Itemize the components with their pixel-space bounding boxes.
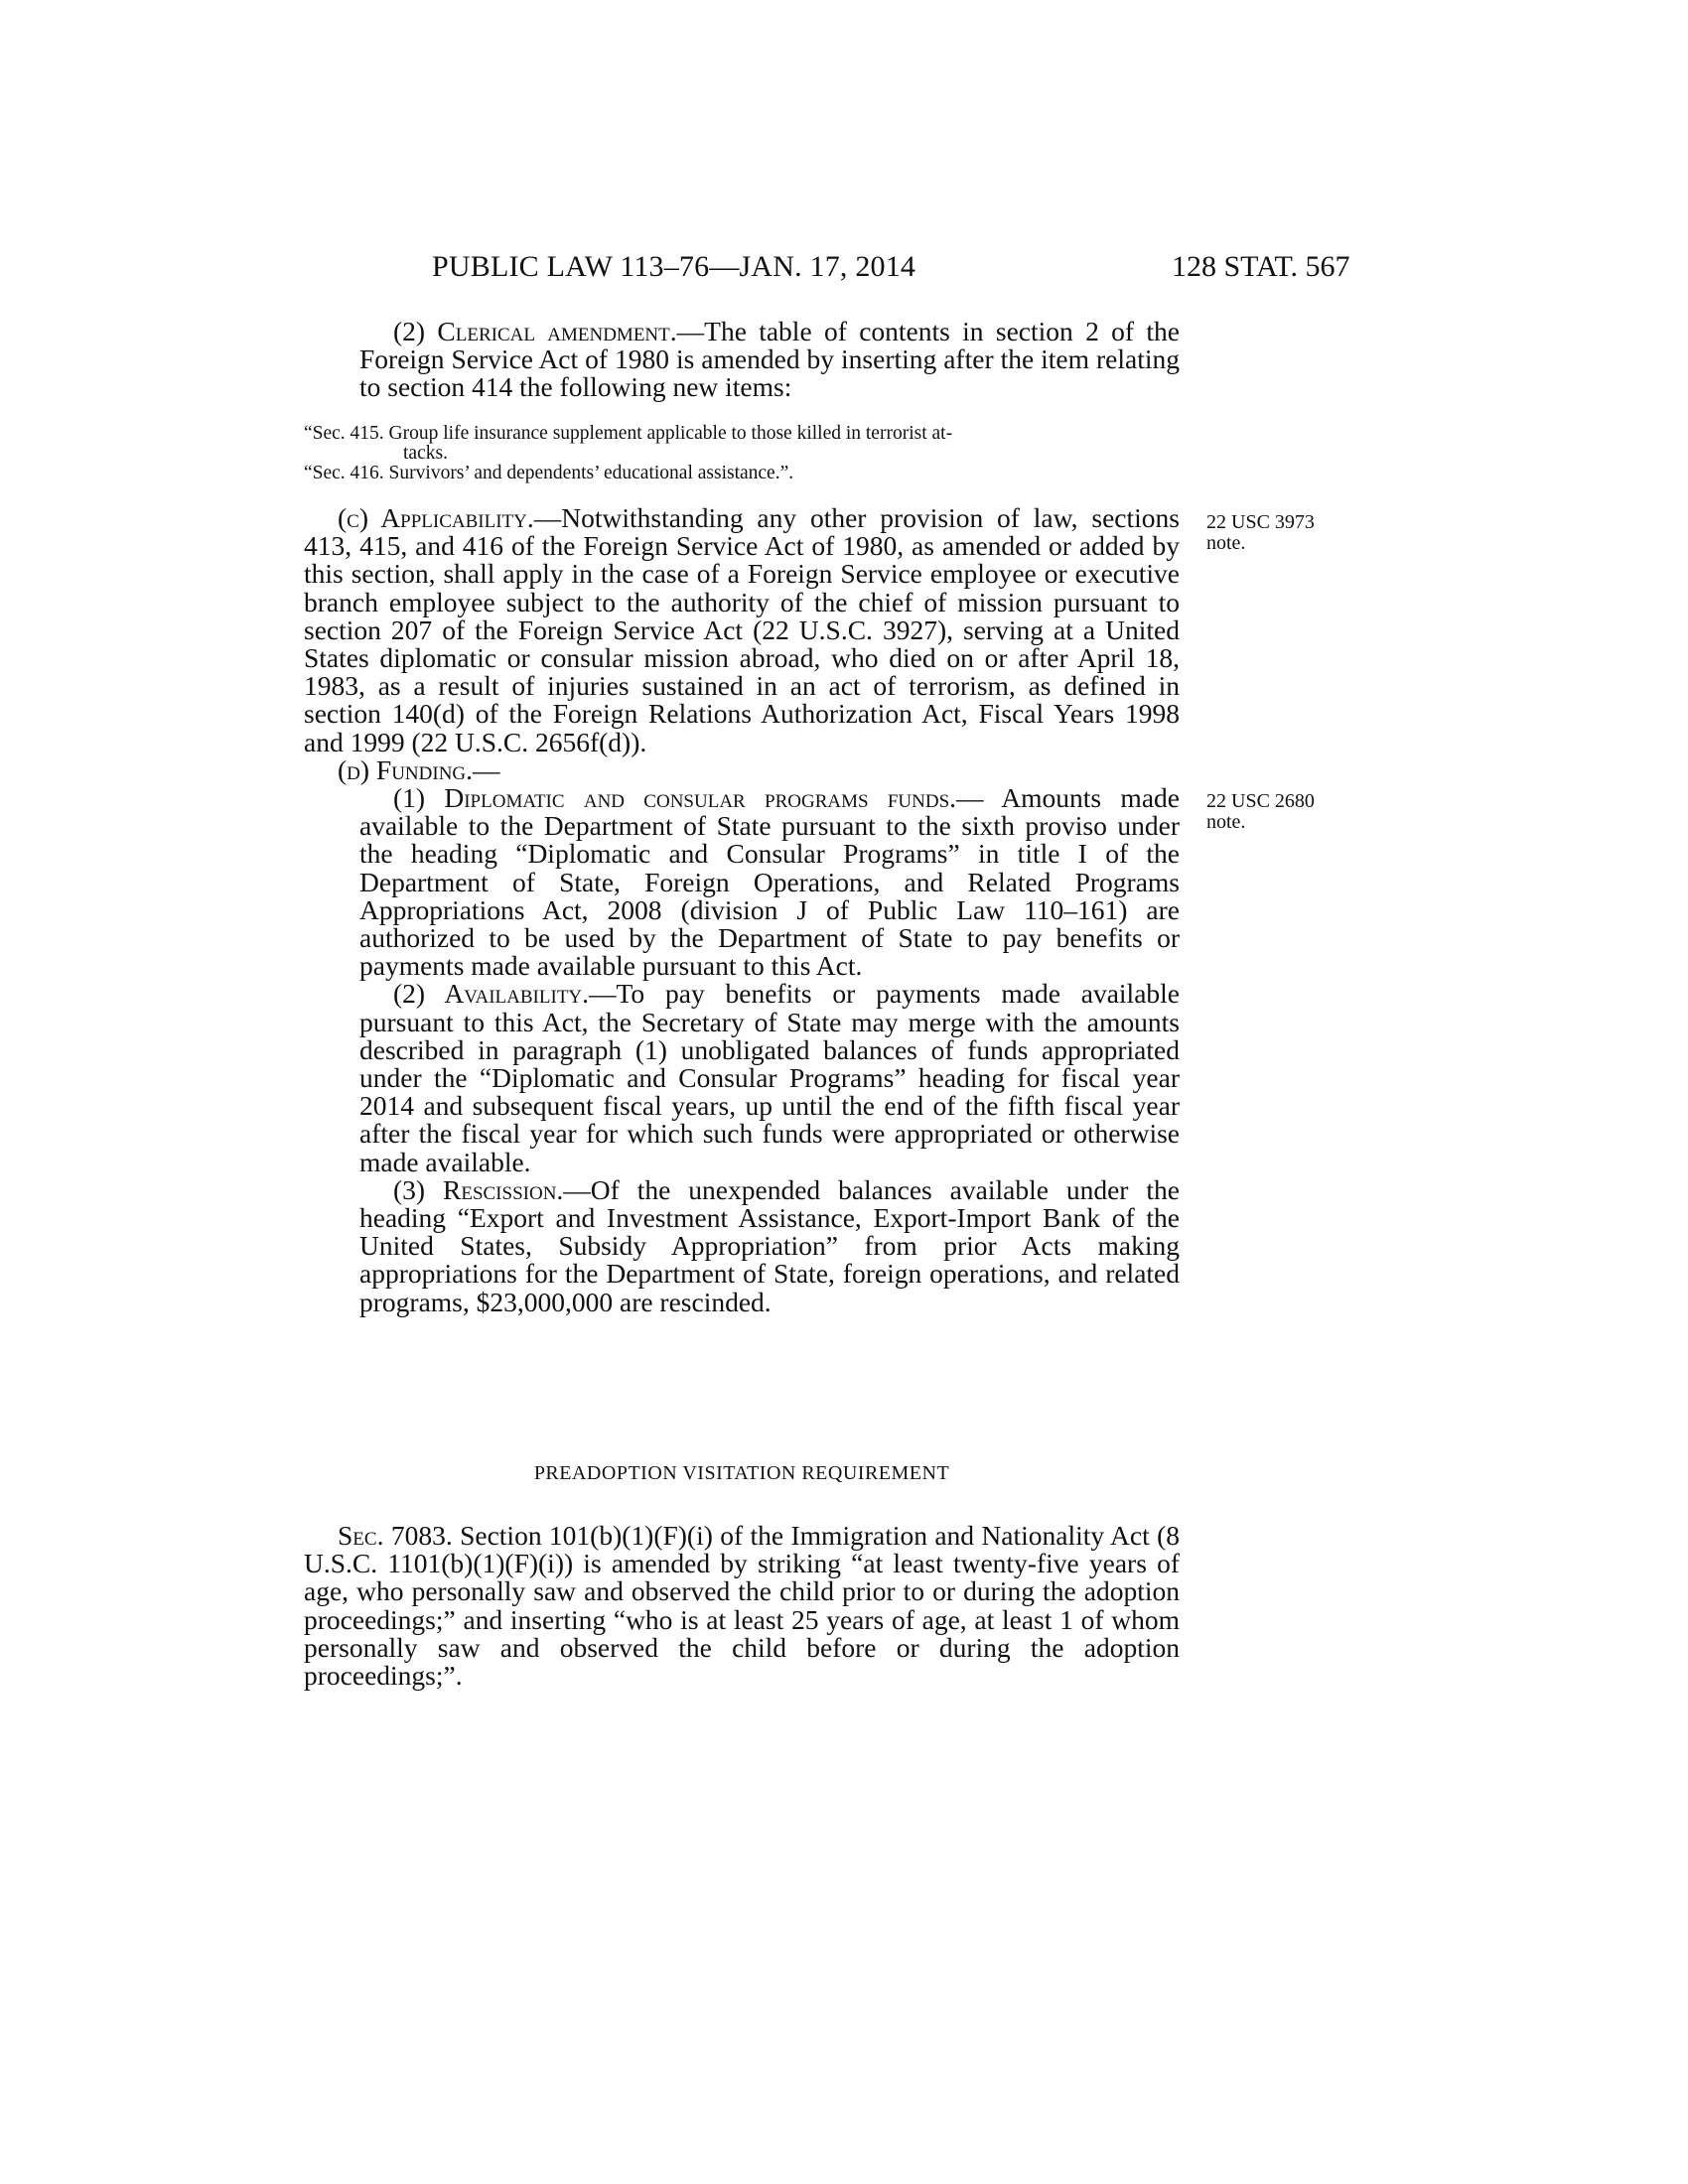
funding-heading <box>304 753 1180 785</box>
applicability-label: (c) Applicability. <box>338 502 534 533</box>
rescission-text: —Of the unexpended balances available under the heading “Export and Investment Assistance, Export-Import Bank of the United States, Subsidy Appropriation” from prior Acts making appropriations for the Department of State, foreign operations, and related programs, $23,000,000 are rescinded. <box>359 1173 1180 1317</box>
toc-item-416: “Sec. 416. Survivors’ and dependents’ educational assistance.”. <box>304 463 794 483</box>
rescission-label: (3) Rescission. <box>393 1173 564 1205</box>
toc-item-415-line1: “Sec. 415. Group life insurance supplement applicable to those killed in terrorist at- <box>304 423 953 444</box>
diplomatic-funds-label: (1) Diplomatic and consular programs funds. <box>393 782 957 814</box>
toc-item-415 <box>304 424 1180 464</box>
funding-label: (d) Funding.— <box>338 753 500 785</box>
clerical-amendment-text: —The table of contents in section 2 of the Foreign Service Act of 1980 is amended by inserting after the item relating to section 414 the following new items: <box>359 316 1180 403</box>
diplomatic-funds-text: — Amounts made available to the Department of State pursuant to the sixth proviso under the heading “Diplomatic and Consular Programs” in title I of the Department of State, Foreign Operations, and Related Programs Appropriations Act, 2008 (division J of Public Law 110–161) are authorized to be used by the Department of State to pay benefits or payments made available pursuant to this Act. <box>359 782 1180 982</box>
availability-label: (2) Availability. <box>393 978 590 1010</box>
section-7083-block <box>304 1522 1180 1690</box>
body-block <box>304 504 1180 1316</box>
margin-note-1-suffix: note. <box>1206 532 1246 554</box>
margin-note-22-usc-3973 <box>1206 512 1345 554</box>
diplomatic-funds-paragraph <box>304 784 1180 980</box>
applicability-paragraph <box>304 504 1180 756</box>
toc-insert-list <box>304 424 1180 483</box>
page-header-stat: 128 STAT. 567 <box>1172 250 1350 283</box>
rescission-paragraph <box>304 1173 1180 1317</box>
section-7083-label: Sec. 7083. <box>338 1520 453 1551</box>
applicability-text: —Notwithstanding any other provision of law, sections 413, 415, and 416 of the Foreign Service Act of 1980, as amended or added by this section, shall apply in the case of a Foreign Service employee or executive branch employee subject to the authority of the chief of mission pursuant to section 207 of the Foreign Service Act (22 U.S.C. 3927), serving at a United States diplomatic or consular mission abroad, who died on or after April 18, 1983, as a result of injuries sustained in an act of terrorism, as defined in section 140(d) of the Foreign Relations Authorization Act, Fiscal Years 1998 and 1999 (22 U.S.C. 2656f(d)). <box>304 502 1180 757</box>
clerical-amendment-label: (2) Clerical amendment. <box>393 316 677 346</box>
margin-note-2-suffix: note. <box>1206 811 1246 833</box>
clerical-amendment-paragraph <box>304 318 1180 402</box>
section-heading: PREADOPTION VISITATION REQUIREMENT <box>533 1462 950 1484</box>
page-header-title: PUBLIC LAW 113–76—JAN. 17, 2014 <box>432 250 916 283</box>
margin-note-22-usc-2680 <box>1206 791 1345 833</box>
availability-paragraph <box>304 980 1180 1175</box>
margin-note-1-citation: 22 USC 3973 <box>1206 511 1315 533</box>
clerical-amendment-block <box>304 318 1180 402</box>
section-7083-text: Section 101(b)(1)(F)(i) of the Immigration and Nationality Act (8 U.S.C. 1101(b)(1)(F)(i)) is amended by striking “at least twenty-five years of age, who personally saw and observed the child prior to or during the adoption proceedings;” and inserting “who is at least 25 years of age, at least 1 of whom personally saw and observed the child before or during the adoption proceedings;”. <box>304 1520 1180 1692</box>
availability-text: —To pay benefits or payments made available pursuant to this Act, the Secretary of State may merge with the amounts described in paragraph (1) unobligated balances of funds appropriated under the “Diplomatic and Consular Programs” heading for fiscal year 2014 and subsequent fiscal years, up until the end of the fifth fiscal year after the fiscal year for which such funds were appropriated or otherwise made available. <box>359 978 1180 1177</box>
section-7083-paragraph <box>304 1522 1180 1690</box>
margin-note-2-citation: 22 USC 2680 <box>1206 790 1315 812</box>
toc-item-415-line2: tacks. <box>403 443 448 464</box>
